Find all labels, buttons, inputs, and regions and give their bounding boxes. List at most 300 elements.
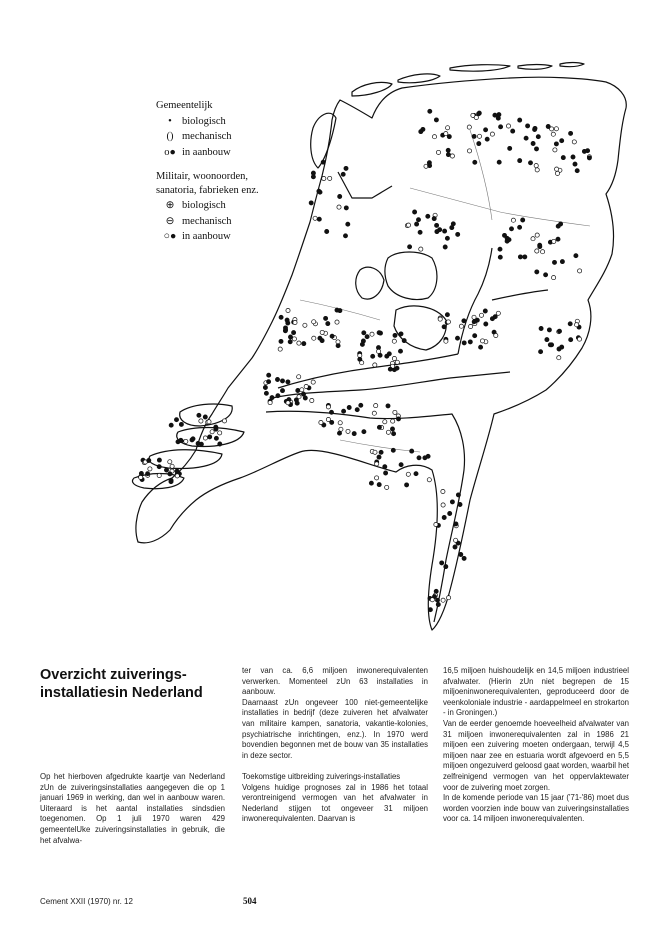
treatment-plant-marker bbox=[329, 410, 333, 414]
treatment-plant-marker bbox=[203, 436, 207, 440]
treatment-plant-marker bbox=[312, 336, 316, 340]
treatment-plant-marker bbox=[534, 164, 538, 168]
treatment-plant-marker bbox=[535, 249, 539, 253]
treatment-plant-marker bbox=[312, 320, 316, 324]
treatment-plant-marker bbox=[337, 205, 341, 209]
treatment-plant-marker bbox=[317, 217, 321, 221]
treatment-plant-marker bbox=[493, 315, 497, 319]
treatment-plant-marker bbox=[432, 217, 436, 221]
afsluitdijk bbox=[338, 172, 392, 198]
treatment-plant-marker bbox=[146, 472, 150, 476]
treatment-plant-marker bbox=[462, 556, 466, 560]
paragraph: Volgens huidige prognoses zal in 1986 het totaal verontreinigend vermogen van het afvalwater in Nederland stijgen tot ongeveer 31 miljoen inwonerequivalenten. Daarvan is bbox=[242, 782, 428, 824]
treatment-plant-marker bbox=[326, 417, 330, 421]
treatment-plant-marker bbox=[393, 410, 397, 414]
treatment-plant-marker bbox=[521, 218, 525, 222]
treatment-plant-marker bbox=[391, 419, 395, 423]
treatment-plant-marker bbox=[375, 462, 379, 466]
treatment-plant-marker bbox=[147, 458, 151, 462]
treatment-plant-marker bbox=[359, 403, 363, 407]
treatment-plant-marker bbox=[430, 598, 434, 602]
treatment-plant-marker bbox=[419, 247, 423, 251]
wadden-island bbox=[518, 65, 552, 70]
treatment-plant-marker bbox=[157, 473, 161, 477]
treatment-plant-marker bbox=[573, 162, 577, 166]
markermeer bbox=[356, 267, 384, 299]
treatment-plant-marker bbox=[373, 450, 377, 454]
treatment-plant-marker bbox=[556, 237, 560, 241]
treatment-plant-marker bbox=[286, 380, 290, 384]
treatment-plant-marker bbox=[453, 545, 457, 549]
treatment-plant-marker bbox=[362, 430, 366, 434]
treatment-plant-marker bbox=[477, 134, 481, 138]
treatment-plant-marker bbox=[459, 324, 463, 328]
treatment-plant-marker bbox=[502, 233, 506, 237]
construction-circle-icon: ○● bbox=[163, 231, 177, 242]
treatment-plant-marker bbox=[379, 450, 383, 454]
treatment-plant-marker bbox=[377, 331, 381, 335]
wadden-island bbox=[352, 82, 392, 96]
treatment-plant-marker bbox=[426, 454, 430, 458]
treatment-plant-marker bbox=[569, 338, 573, 342]
treatment-plant-marker bbox=[392, 356, 396, 360]
treatment-plant-marker bbox=[496, 311, 500, 315]
treatment-plant-marker bbox=[509, 227, 513, 231]
treatment-plant-marker bbox=[561, 156, 565, 160]
treatment-plant-marker bbox=[441, 489, 445, 493]
treatment-plant-marker bbox=[347, 405, 351, 409]
province-border bbox=[410, 188, 590, 226]
treatment-plant-marker bbox=[472, 134, 476, 138]
treatment-plant-marker bbox=[335, 320, 339, 324]
treatment-plant-marker bbox=[568, 322, 572, 326]
treatment-plant-marker bbox=[441, 598, 445, 602]
legend-label: in aanbouw bbox=[182, 231, 231, 242]
page-number: 504 bbox=[243, 896, 257, 906]
treatment-plant-marker bbox=[545, 338, 549, 342]
treatment-plant-marker bbox=[494, 333, 498, 337]
legend-heading-other: Militair, woonoorden, bbox=[156, 171, 249, 182]
treatment-plant-marker bbox=[296, 388, 300, 392]
treatment-plant-marker bbox=[531, 141, 535, 145]
treatment-plant-marker bbox=[393, 333, 397, 337]
treatment-plant-marker bbox=[170, 464, 174, 468]
treatment-plant-marker bbox=[337, 431, 341, 435]
treatment-plant-marker bbox=[547, 328, 551, 332]
legend-item bbox=[156, 198, 276, 214]
treatment-plant-marker bbox=[477, 112, 481, 116]
treatment-plant-marker bbox=[292, 331, 296, 335]
treatment-plant-marker bbox=[451, 222, 455, 226]
treatment-plant-marker bbox=[384, 471, 388, 475]
treatment-plant-marker bbox=[268, 401, 272, 405]
legend-item bbox=[156, 214, 276, 230]
article-title: Overzicht zuiverings-installatiesin Nederland bbox=[40, 667, 203, 701]
treatment-plant-marker bbox=[375, 476, 379, 480]
treatment-plant-marker bbox=[148, 467, 152, 471]
treatment-plant-marker bbox=[300, 388, 304, 392]
treatment-plant-marker bbox=[199, 419, 203, 423]
treatment-plant-marker bbox=[386, 430, 390, 434]
treatment-plant-marker bbox=[311, 175, 315, 179]
treatment-plant-marker bbox=[518, 118, 522, 122]
treatment-plant-marker bbox=[499, 125, 503, 129]
article-column-2 bbox=[242, 666, 428, 825]
treatment-plant-marker bbox=[511, 129, 515, 133]
treatment-plant-marker bbox=[552, 260, 556, 264]
barred-circle-icon: ⊖ bbox=[165, 215, 175, 227]
paragraph: Op het hierboven afgedrukte kaartje van Nederland zUn de zuiveringsinstallaties aangegeven die op 1 januari 1969 in werking, dan wel in aanbouw waren. Uiteraard is het aantal installaties sindsdien toegenomen. Op 1 juli 1970 waren 429 gemeentelUke zuiveringsinstallaties in gebruik, die het afvalwa- bbox=[40, 772, 225, 845]
treatment-plant-marker bbox=[355, 408, 359, 412]
treatment-plant-marker bbox=[402, 339, 406, 343]
treatment-plant-marker bbox=[506, 124, 510, 128]
treatment-plant-marker bbox=[416, 218, 420, 222]
treatment-plant-marker bbox=[365, 335, 369, 339]
wadden-island bbox=[560, 63, 584, 67]
treatment-plant-marker bbox=[342, 409, 346, 413]
treatment-plant-marker bbox=[434, 522, 438, 526]
treatment-plant-marker bbox=[286, 401, 290, 405]
treatment-plant-marker bbox=[383, 465, 387, 469]
treatment-plant-marker bbox=[479, 313, 483, 317]
treatment-plant-marker bbox=[218, 442, 222, 446]
river-rijn bbox=[278, 354, 458, 388]
treatment-plant-marker bbox=[480, 339, 484, 343]
treatment-plant-marker bbox=[396, 417, 400, 421]
treatment-plant-marker bbox=[435, 598, 439, 602]
treatment-plant-marker bbox=[483, 309, 487, 313]
treatment-plant-marker bbox=[536, 135, 540, 139]
treatment-plant-marker bbox=[388, 367, 392, 371]
treatment-plant-marker bbox=[203, 415, 207, 419]
treatment-plant-marker bbox=[442, 325, 446, 329]
treatment-plant-marker bbox=[546, 124, 550, 128]
treatment-plant-marker bbox=[310, 398, 314, 402]
treatment-plant-marker bbox=[309, 201, 313, 205]
filled-dot-icon: • bbox=[168, 115, 172, 127]
treatment-plant-marker bbox=[539, 326, 543, 330]
treatment-plant-marker bbox=[175, 469, 179, 473]
legend-label: biologisch bbox=[182, 200, 226, 211]
treatment-plant-marker bbox=[438, 228, 442, 232]
treatment-plant-marker bbox=[164, 468, 168, 472]
treatment-plant-marker bbox=[434, 118, 438, 122]
legend-label: mechanisch bbox=[182, 215, 232, 227]
treatment-plant-marker bbox=[544, 273, 548, 277]
treatment-plant-marker bbox=[447, 135, 451, 139]
paragraph: Van de eerder genoemde hoeveelheid afvalwater van 31 miljoen inwonerequivalenten zal in 1986 21 miljoen een zuivering moeten ondergaan, terwijl 4,5 miljoen naar zee en estuaria wordt afgevoerd en 5,5 miljoen ongezuiverd geloosd gaat worden, waarbil het zelfreinigend vermogen van het oppervlaktewater voor de zuivering moet zorgen. bbox=[443, 718, 629, 792]
treatment-plant-marker bbox=[304, 384, 308, 388]
treatment-plant-marker bbox=[468, 340, 472, 344]
treatment-plant-marker bbox=[190, 438, 194, 442]
treatment-plant-marker bbox=[320, 330, 324, 334]
treatment-plant-marker bbox=[541, 250, 545, 254]
ijsselmeer-polder bbox=[385, 252, 437, 300]
treatment-plant-marker bbox=[303, 323, 307, 327]
treatment-plant-marker bbox=[436, 602, 440, 606]
treatment-plant-marker bbox=[456, 232, 460, 236]
treatment-plant-marker bbox=[554, 142, 558, 146]
treatment-plant-marker bbox=[485, 137, 489, 141]
treatment-plant-marker bbox=[443, 245, 447, 249]
treatment-plant-marker bbox=[555, 171, 559, 175]
crossed-circle-icon: ⊕ bbox=[165, 200, 175, 211]
treatment-plant-marker bbox=[552, 239, 556, 243]
treatment-plant-marker bbox=[392, 339, 396, 343]
treatment-plant-marker bbox=[441, 503, 445, 507]
treatment-plant-marker bbox=[557, 356, 561, 360]
treatment-plant-marker bbox=[385, 485, 389, 489]
treatment-plant-marker bbox=[442, 515, 446, 519]
treatment-plant-marker bbox=[462, 341, 466, 345]
treatment-plant-marker bbox=[377, 425, 381, 429]
treatment-plant-marker bbox=[436, 150, 440, 154]
treatment-plant-marker bbox=[533, 126, 537, 130]
treatment-plant-marker bbox=[207, 420, 211, 424]
treatment-plant-marker bbox=[446, 126, 450, 130]
treatment-plant-marker bbox=[447, 596, 451, 600]
treatment-plant-marker bbox=[528, 161, 532, 165]
legend-item bbox=[156, 145, 276, 161]
treatment-plant-marker bbox=[218, 431, 222, 435]
treatment-plant-marker bbox=[267, 373, 271, 377]
treatment-plant-marker bbox=[455, 336, 459, 340]
treatment-plant-marker bbox=[484, 322, 488, 326]
treatment-plant-marker bbox=[390, 427, 394, 431]
treatment-plant-marker bbox=[445, 236, 449, 240]
open-circle-icon: () bbox=[166, 131, 174, 142]
legend-label: mechanisch bbox=[182, 131, 232, 142]
treatment-plant-marker bbox=[317, 189, 321, 193]
treatment-plant-marker bbox=[373, 363, 377, 367]
treatment-plant-marker bbox=[336, 344, 340, 348]
treatment-plant-marker bbox=[467, 149, 471, 153]
treatment-plant-marker bbox=[344, 206, 348, 210]
paragraph: ter van ca. 6,6 miljoen inwonerequivalenten verwerken. Momenteel zUn 63 installaties in aanbouw. bbox=[242, 666, 428, 697]
treatment-plant-marker bbox=[454, 522, 458, 526]
treatment-plant-marker bbox=[286, 308, 290, 312]
treatment-plant-marker bbox=[535, 270, 539, 274]
treatment-plant-marker bbox=[346, 429, 350, 433]
treatment-plant-marker bbox=[372, 411, 376, 415]
treatment-plant-marker bbox=[518, 159, 522, 163]
treatment-plant-marker bbox=[446, 320, 450, 324]
treatment-plant-marker bbox=[531, 237, 535, 241]
treatment-plant-marker bbox=[551, 132, 555, 136]
treatment-plant-marker bbox=[210, 430, 214, 434]
treatment-plant-marker bbox=[405, 483, 409, 487]
treatment-plant-marker bbox=[301, 392, 305, 396]
legend-label: in aanbouw bbox=[182, 146, 231, 158]
treatment-plant-marker bbox=[399, 463, 403, 467]
treatment-plant-marker bbox=[303, 396, 307, 400]
treatment-plant-marker bbox=[518, 225, 522, 229]
treatment-plant-marker bbox=[444, 565, 448, 569]
treatment-plant-marker bbox=[477, 142, 481, 146]
legend-item bbox=[156, 229, 276, 245]
treatment-plant-marker bbox=[426, 214, 430, 218]
treatment-plant-marker bbox=[456, 493, 460, 497]
treatment-plant-marker bbox=[434, 589, 438, 593]
treatment-plant-marker bbox=[338, 194, 342, 198]
treatment-plant-marker bbox=[553, 148, 557, 152]
treatment-plant-marker bbox=[335, 308, 339, 312]
treatment-plant-marker bbox=[370, 332, 374, 336]
treatment-plant-marker bbox=[575, 169, 579, 173]
wadden-island bbox=[398, 74, 440, 83]
treatment-plant-marker bbox=[157, 465, 161, 469]
treatment-plant-marker bbox=[410, 449, 414, 453]
treatment-plant-marker bbox=[473, 334, 477, 338]
treatment-plant-marker bbox=[197, 413, 201, 417]
treatment-plant-marker bbox=[214, 427, 218, 431]
paragraph: Daarnaast zUn ongeveer 100 niet-gemeentelijke installaties in bedrijf (deze zuiveren het afvalwater van militaire kampen, sanatoria, vakantie-kolonies, psychiatrische inrichtingen, enz.). In 1970 werd bovendien begonnen met de bouw van 35 installaties in deze sector. bbox=[242, 697, 428, 760]
map-legend bbox=[156, 98, 276, 245]
treatment-plant-marker bbox=[311, 380, 315, 384]
treatment-plant-marker bbox=[288, 340, 292, 344]
treatment-plant-marker bbox=[392, 432, 396, 436]
treatment-plant-marker bbox=[326, 322, 330, 326]
treatment-plant-marker bbox=[554, 127, 558, 131]
treatment-plant-marker bbox=[413, 210, 417, 214]
treatment-plant-marker bbox=[438, 317, 442, 321]
treatment-plant-marker bbox=[406, 223, 410, 227]
treatment-plant-marker bbox=[374, 404, 378, 408]
treatment-plant-marker bbox=[346, 222, 350, 226]
treatment-plant-marker bbox=[398, 349, 402, 353]
treatment-plant-marker bbox=[539, 350, 543, 354]
treatment-plant-marker bbox=[524, 136, 528, 140]
article-column-3 bbox=[443, 666, 629, 825]
treatment-plant-marker bbox=[415, 222, 419, 226]
treatment-plant-marker bbox=[493, 113, 497, 117]
treatment-plant-marker bbox=[408, 245, 412, 249]
treatment-plant-marker bbox=[575, 323, 579, 327]
treatment-plant-marker bbox=[168, 472, 172, 476]
treatment-plant-marker bbox=[313, 216, 317, 220]
treatment-plant-marker bbox=[330, 334, 334, 338]
treatment-plant-marker bbox=[490, 132, 494, 136]
treatment-plant-marker bbox=[324, 316, 328, 320]
treatment-plant-marker bbox=[352, 432, 356, 436]
treatment-plant-marker bbox=[555, 167, 559, 171]
treatment-plant-marker bbox=[538, 245, 542, 249]
treatment-plant-marker bbox=[322, 176, 326, 180]
treatment-plant-marker bbox=[297, 341, 301, 345]
treatment-plant-marker bbox=[267, 380, 271, 384]
treatment-plant-marker bbox=[534, 147, 538, 151]
treatment-plant-marker bbox=[175, 474, 179, 478]
treatment-plant-marker bbox=[377, 455, 381, 459]
treatment-plant-marker bbox=[473, 160, 477, 164]
treatment-plant-marker bbox=[459, 552, 463, 556]
treatment-plant-marker bbox=[444, 132, 448, 136]
treatment-plant-marker bbox=[179, 439, 183, 443]
treatment-plant-marker bbox=[523, 255, 527, 259]
treatment-plant-marker bbox=[446, 148, 450, 152]
treatment-plant-marker bbox=[294, 398, 298, 402]
treatment-plant-marker bbox=[279, 315, 283, 319]
treatment-plant-marker bbox=[526, 124, 530, 128]
treatment-plant-marker bbox=[428, 109, 432, 113]
treatment-plant-marker bbox=[508, 146, 512, 150]
treatment-plant-marker bbox=[414, 472, 418, 476]
treatment-plant-marker bbox=[406, 472, 410, 476]
treatment-plant-marker bbox=[518, 255, 522, 259]
legend-label: biologisch bbox=[182, 115, 226, 127]
treatment-plant-marker bbox=[417, 456, 421, 460]
treatment-plant-marker bbox=[498, 255, 502, 259]
treatment-plant-marker bbox=[386, 404, 390, 408]
treatment-plant-marker bbox=[446, 153, 450, 157]
treatment-plant-marker bbox=[168, 460, 172, 464]
river-vecht bbox=[492, 290, 548, 300]
legend-heading-municipal: Gemeentelijk bbox=[156, 100, 213, 111]
treatment-plant-marker bbox=[448, 511, 452, 515]
treatment-plant-marker bbox=[326, 405, 330, 409]
treatment-plant-marker bbox=[445, 313, 449, 317]
treatment-plant-marker bbox=[371, 354, 375, 358]
treatment-plant-marker bbox=[385, 354, 389, 358]
treatment-plant-marker bbox=[391, 448, 395, 452]
treatment-plant-marker bbox=[319, 420, 323, 424]
treatment-plant-marker bbox=[284, 328, 288, 332]
article-column-1 bbox=[40, 772, 225, 846]
treatment-plant-marker bbox=[450, 154, 454, 158]
treatment-plant-marker bbox=[157, 458, 161, 462]
treatment-plant-marker bbox=[263, 385, 267, 389]
treatment-plant-marker bbox=[208, 435, 212, 439]
treatment-plant-marker bbox=[535, 233, 539, 237]
journal-reference: Cement XXII (1970) nr. 12 bbox=[40, 897, 133, 906]
treatment-plant-marker bbox=[377, 349, 381, 353]
treatment-plant-marker bbox=[214, 436, 218, 440]
treatment-plant-marker bbox=[444, 339, 448, 343]
treatment-plant-marker bbox=[293, 320, 297, 324]
treatment-plant-marker bbox=[560, 260, 564, 264]
treatment-plant-marker bbox=[435, 223, 439, 227]
treatment-plant-marker bbox=[559, 222, 563, 226]
treatment-plant-marker bbox=[467, 125, 471, 129]
legend-item bbox=[156, 129, 276, 145]
treatment-plant-marker bbox=[196, 441, 200, 445]
treatment-plant-marker bbox=[587, 156, 591, 160]
half-circle-icon: o● bbox=[164, 146, 176, 158]
treatment-plant-marker bbox=[571, 155, 575, 159]
treatment-plant-marker bbox=[475, 318, 479, 322]
treatment-plant-marker bbox=[560, 139, 564, 143]
treatment-plant-marker bbox=[484, 128, 488, 132]
treatment-plant-marker bbox=[574, 254, 578, 258]
treatment-plant-marker bbox=[395, 360, 399, 364]
treatment-plant-marker bbox=[419, 130, 423, 134]
treatment-plant-marker bbox=[360, 361, 364, 365]
treatment-plant-marker bbox=[169, 423, 173, 427]
treatment-plant-marker bbox=[507, 238, 511, 242]
treatment-plant-marker bbox=[428, 164, 432, 168]
treatment-plant-marker bbox=[557, 347, 561, 351]
treatment-plant-marker bbox=[399, 332, 403, 336]
treatment-plant-marker bbox=[184, 439, 188, 443]
treatment-plant-marker bbox=[569, 131, 573, 135]
treatment-plant-marker bbox=[535, 168, 539, 172]
treatment-plant-marker bbox=[276, 394, 280, 398]
treatment-plant-marker bbox=[586, 149, 590, 153]
flevoland-polder bbox=[394, 306, 446, 350]
treatment-plant-marker bbox=[222, 419, 226, 423]
wadden-island bbox=[450, 65, 510, 72]
treatment-plant-marker bbox=[297, 375, 301, 379]
